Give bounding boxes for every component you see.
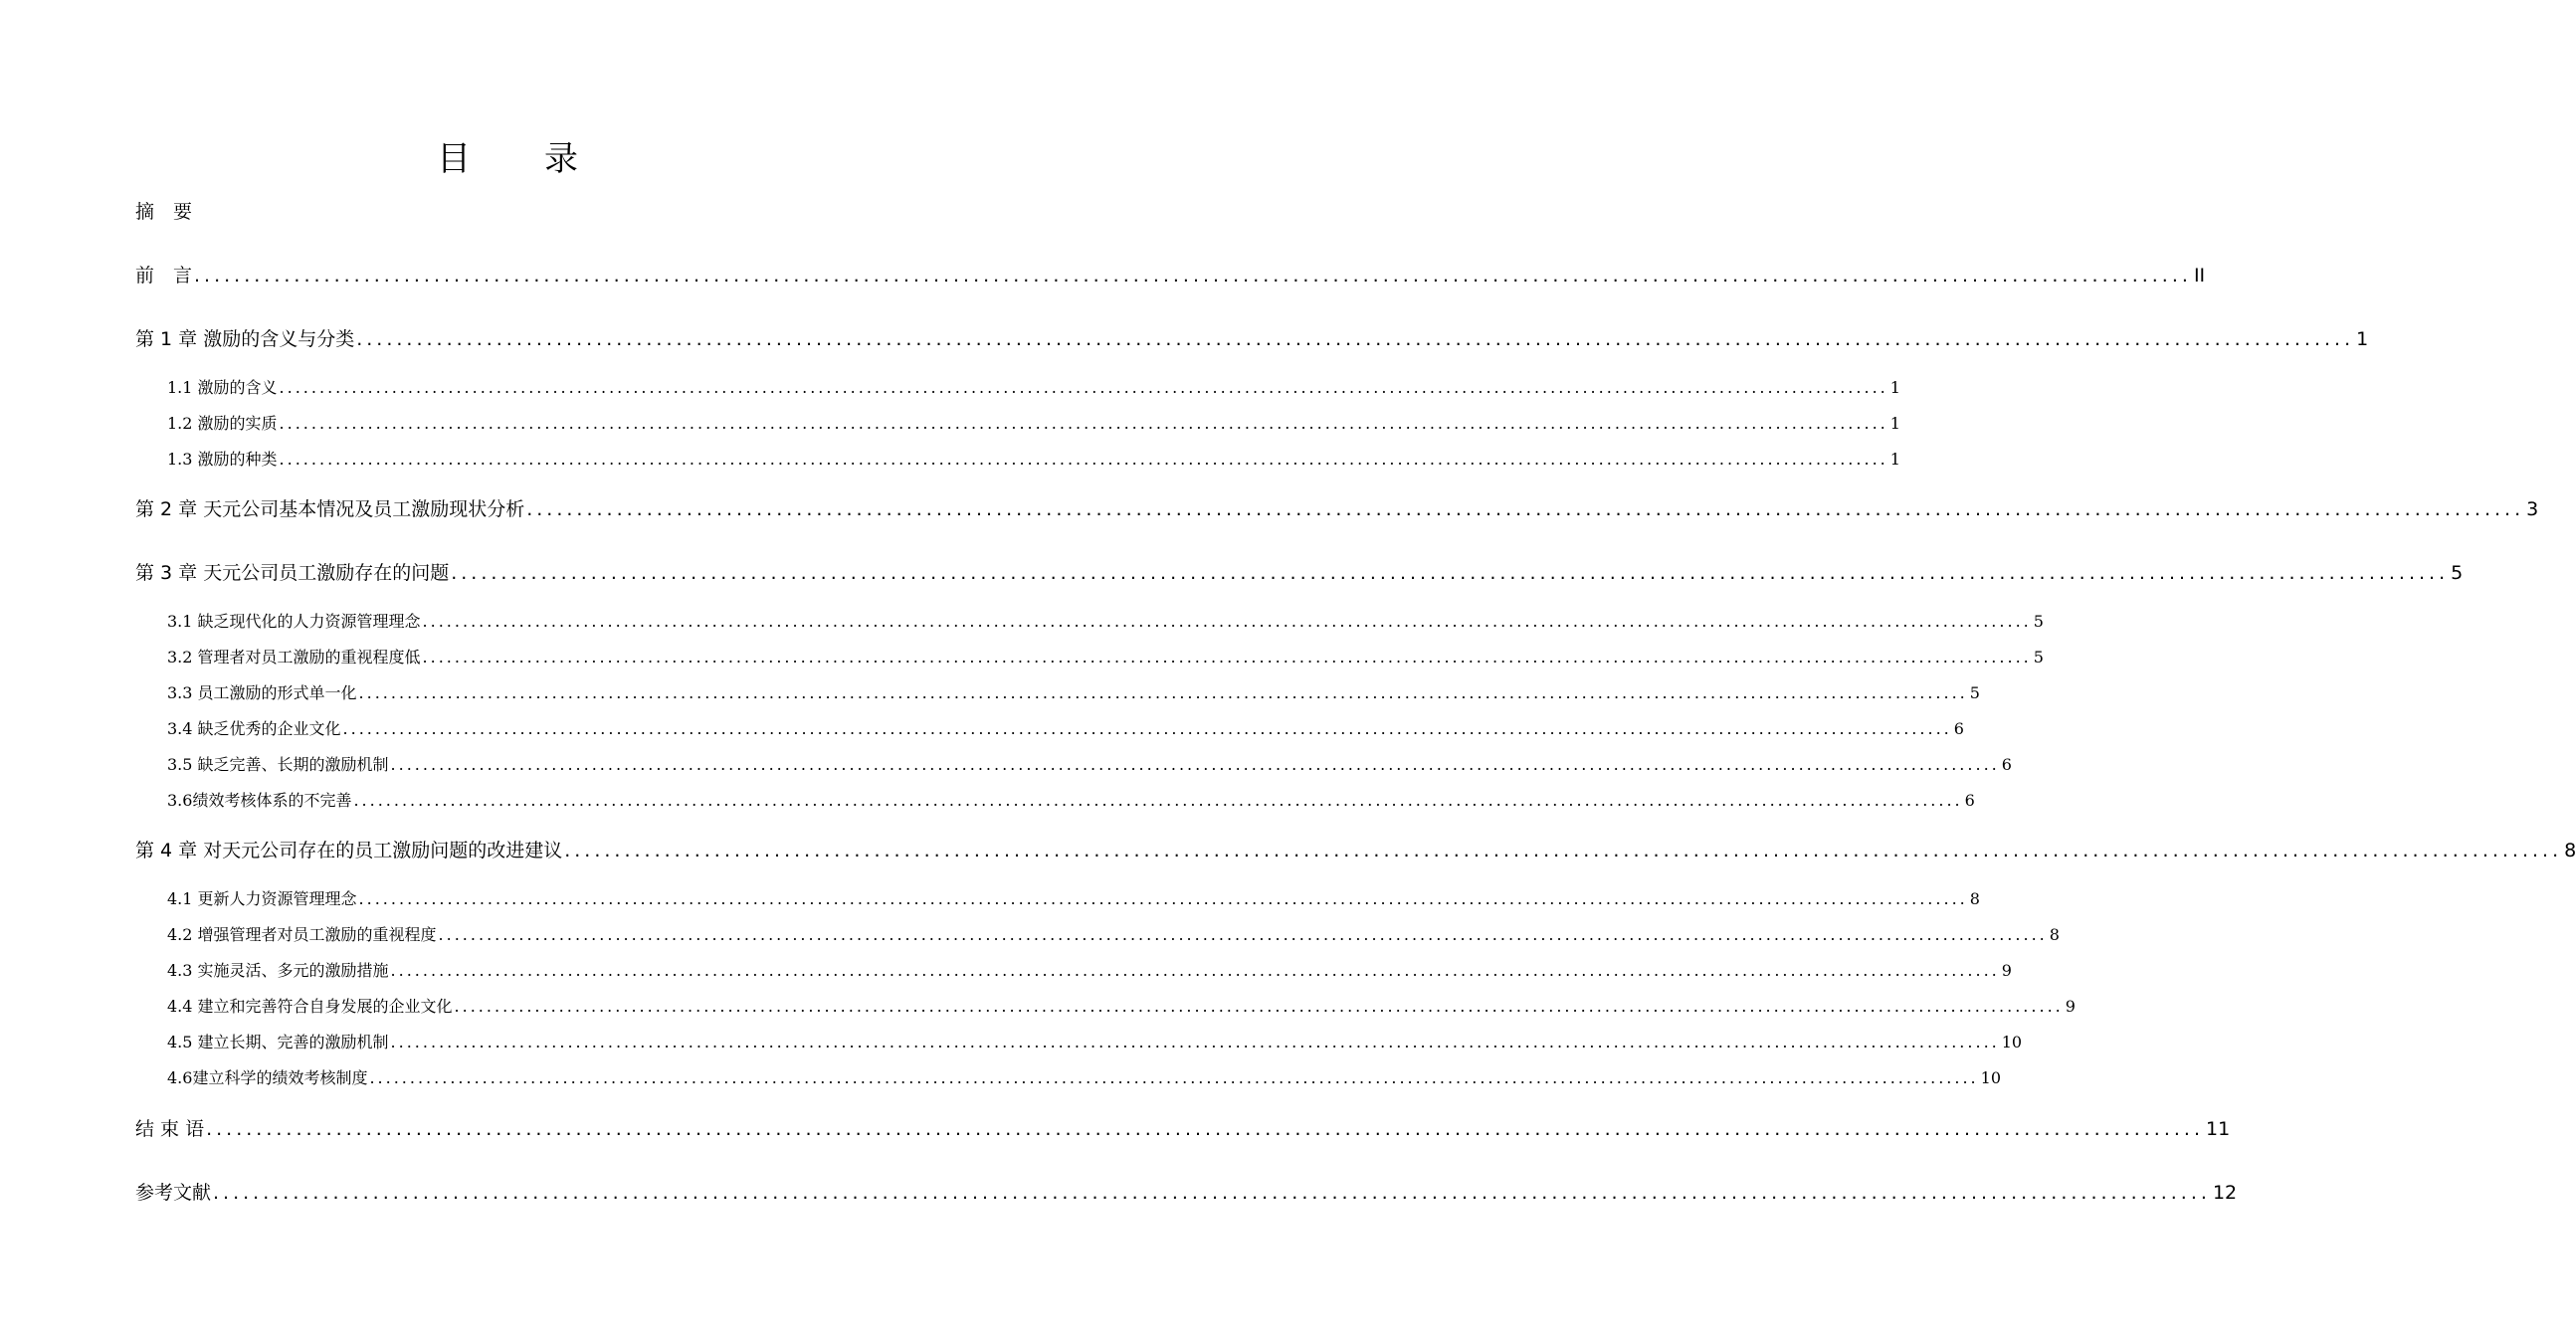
toc-entry-label: 参考文献 — [135, 1182, 212, 1204]
toc-dot-leader: ........................................................................................................................................................................................................ — [526, 498, 2525, 520]
toc-entry-label: 1.3 激励的种类 — [167, 450, 278, 469]
toc-page-number: 1 — [1889, 378, 1900, 397]
toc-entry-label: 4.4 建立和完善符合自身发展的企业文化 — [167, 997, 453, 1016]
toc-entry-s4-3[interactable] — [167, 959, 2012, 983]
toc-dot-leader: ........................................................................................................................................................................................................ — [390, 1033, 2000, 1051]
toc-page-number: 1 — [1889, 414, 1900, 433]
toc-entry-label: 第 1 章 激励的含义与分类 — [135, 328, 355, 350]
toc-dot-leader: ........................................................................................................................................................................................................ — [564, 840, 2563, 861]
toc-entry-conclusion[interactable] — [135, 1115, 2231, 1143]
toc-dot-leader: ........................................................................................................................................................................................................ — [342, 719, 1952, 738]
toc-page-number: 9 — [2065, 997, 2076, 1016]
toc-dot-leader: ........................................................................................................................................................................................................ — [206, 1118, 2205, 1140]
toc-page-number: 3 — [2526, 498, 2539, 520]
toc-entry-s3-2[interactable] — [167, 646, 2044, 669]
toc-entry-s4-6[interactable] — [167, 1066, 2001, 1090]
toc-entry-label: 4.1 更新人力资源管理理念 — [167, 889, 357, 908]
page-title-char-1: 目 — [437, 139, 471, 179]
toc-page-number: 5 — [1969, 683, 1980, 702]
toc-page-number: 9 — [2001, 961, 2012, 980]
toc-dot-leader: ........................................................................................................................................................................................................ — [422, 612, 2032, 631]
toc-entry-label: 3.3 员工激励的形式单一化 — [167, 683, 357, 702]
page-title — [0, 137, 1015, 181]
toc-entry-label: 1.1 激励的含义 — [167, 378, 278, 397]
toc-abstract-heading[interactable]: 摘 要 — [135, 201, 193, 223]
toc-page-number: II — [2193, 265, 2206, 286]
toc-dot-leader: ........................................................................................................................................................................................................ — [279, 450, 1888, 469]
toc-page-number: 11 — [2206, 1118, 2231, 1140]
toc-entry-label: 4.6建立科学的绩效考核制度 — [167, 1068, 368, 1087]
toc-entry-label: 1.2 激励的实质 — [167, 414, 278, 433]
toc-dot-leader: ........................................................................................................................................................................................................ — [422, 648, 2032, 667]
toc-page-number: 5 — [2033, 612, 2044, 631]
toc-entry-label: 4.3 实施灵活、多元的激励措施 — [167, 961, 389, 980]
toc-page-number: 12 — [2212, 1182, 2238, 1204]
toc-page-number: 10 — [2001, 1033, 2023, 1051]
toc-entry-label: 4.5 建立长期、完善的激励机制 — [167, 1033, 389, 1051]
toc-entry-label: 3.2 管理者对员工激励的重视程度低 — [167, 648, 421, 667]
toc-dot-leader: ........................................................................................................................................................................................................ — [358, 683, 1968, 702]
toc-entry-s1-2[interactable] — [167, 412, 1900, 436]
toc-entry-s3-4[interactable] — [167, 717, 1964, 741]
toc-entry-preface[interactable] — [135, 262, 2206, 289]
toc-page-number: 8 — [1969, 889, 1980, 908]
toc-dot-leader: ........................................................................................................................................................................................................ — [390, 755, 2000, 774]
toc-entry-s3-1[interactable] — [167, 610, 2044, 634]
toc-page-number: 5 — [2033, 648, 2044, 667]
toc-entry-label: 第 2 章 天元公司基本情况及员工激励现状分析 — [135, 498, 525, 520]
toc-entry-label: 3.5 缺乏完善、长期的激励机制 — [167, 755, 389, 774]
toc-page-number: 10 — [1980, 1068, 2001, 1087]
toc-dot-leader: ........................................................................................................................................................................................................ — [358, 889, 1968, 908]
toc-dot-leader: ........................................................................................................................................................................................................ — [213, 1182, 2211, 1204]
toc-entry-label: 第 4 章 对天元公司存在的员工激励问题的改进建议 — [135, 840, 563, 861]
toc-entry-ch1[interactable] — [135, 325, 2369, 353]
toc-entry-label: 4.2 增强管理者对员工激励的重视程度 — [167, 925, 437, 944]
page-title-char-2: 录 — [544, 139, 578, 179]
toc-entry-references[interactable] — [135, 1179, 2238, 1207]
toc-dot-leader: ........................................................................................................................................................................................................ — [451, 562, 2450, 584]
toc-entry-s3-3[interactable] — [167, 681, 1980, 705]
toc-page-number: 6 — [1964, 791, 1975, 810]
toc-entry-label: 3.1 缺乏现代化的人力资源管理理念 — [167, 612, 421, 631]
toc-entry-s4-4[interactable] — [167, 995, 2076, 1019]
toc-entry-ch3[interactable] — [135, 559, 2464, 587]
toc-dot-leader: ........................................................................................................................................................................................................ — [356, 328, 2355, 350]
toc-entry-ch2[interactable] — [135, 495, 2539, 523]
toc-page-number: 1 — [1889, 450, 1900, 469]
toc-entry-s4-1[interactable] — [167, 887, 1980, 911]
toc-dot-leader: ........................................................................................................................................................................................................ — [438, 925, 2048, 944]
toc-entry-s3-6[interactable] — [167, 789, 1975, 813]
toc-entry-s1-1[interactable] — [167, 376, 1900, 400]
toc-entry-s1-3[interactable] — [167, 448, 1900, 472]
toc-entry-label: 3.6绩效考核体系的不完善 — [167, 791, 352, 810]
toc-dot-leader: ........................................................................................................................................................................................................ — [194, 265, 2192, 286]
toc-page-number: 8 — [2049, 925, 2060, 944]
toc-entry-s3-5[interactable] — [167, 753, 2012, 777]
toc-page-number: 5 — [2451, 562, 2464, 584]
toc-entry-label: 第 3 章 天元公司员工激励存在的问题 — [135, 562, 450, 584]
toc-entry-ch4[interactable] — [135, 837, 2576, 864]
toc-dot-leader: ........................................................................................................................................................................................................ — [390, 961, 2000, 980]
toc-dot-leader: ........................................................................................................................................................................................................ — [369, 1068, 1979, 1087]
toc-entry-label: 前 言 — [135, 265, 193, 286]
toc-entry-s4-5[interactable] — [167, 1031, 2023, 1054]
toc-page-number: 8 — [2564, 840, 2576, 861]
toc-entry-s4-2[interactable] — [167, 923, 2060, 947]
toc-entry-label: 3.4 缺乏优秀的企业文化 — [167, 719, 341, 738]
toc-page-number: 1 — [2356, 328, 2369, 350]
toc-page-number: 6 — [1953, 719, 1964, 738]
toc-dot-leader: ........................................................................................................................................................................................................ — [454, 997, 2064, 1016]
toc-page-number: 6 — [2001, 755, 2012, 774]
toc-entry-label: 结 束 语 — [135, 1118, 205, 1140]
toc-dot-leader: ........................................................................................................................................................................................................ — [279, 414, 1888, 433]
toc-dot-leader: ........................................................................................................................................................................................................ — [279, 378, 1888, 397]
toc-dot-leader: ........................................................................................................................................................................................................ — [353, 791, 1963, 810]
